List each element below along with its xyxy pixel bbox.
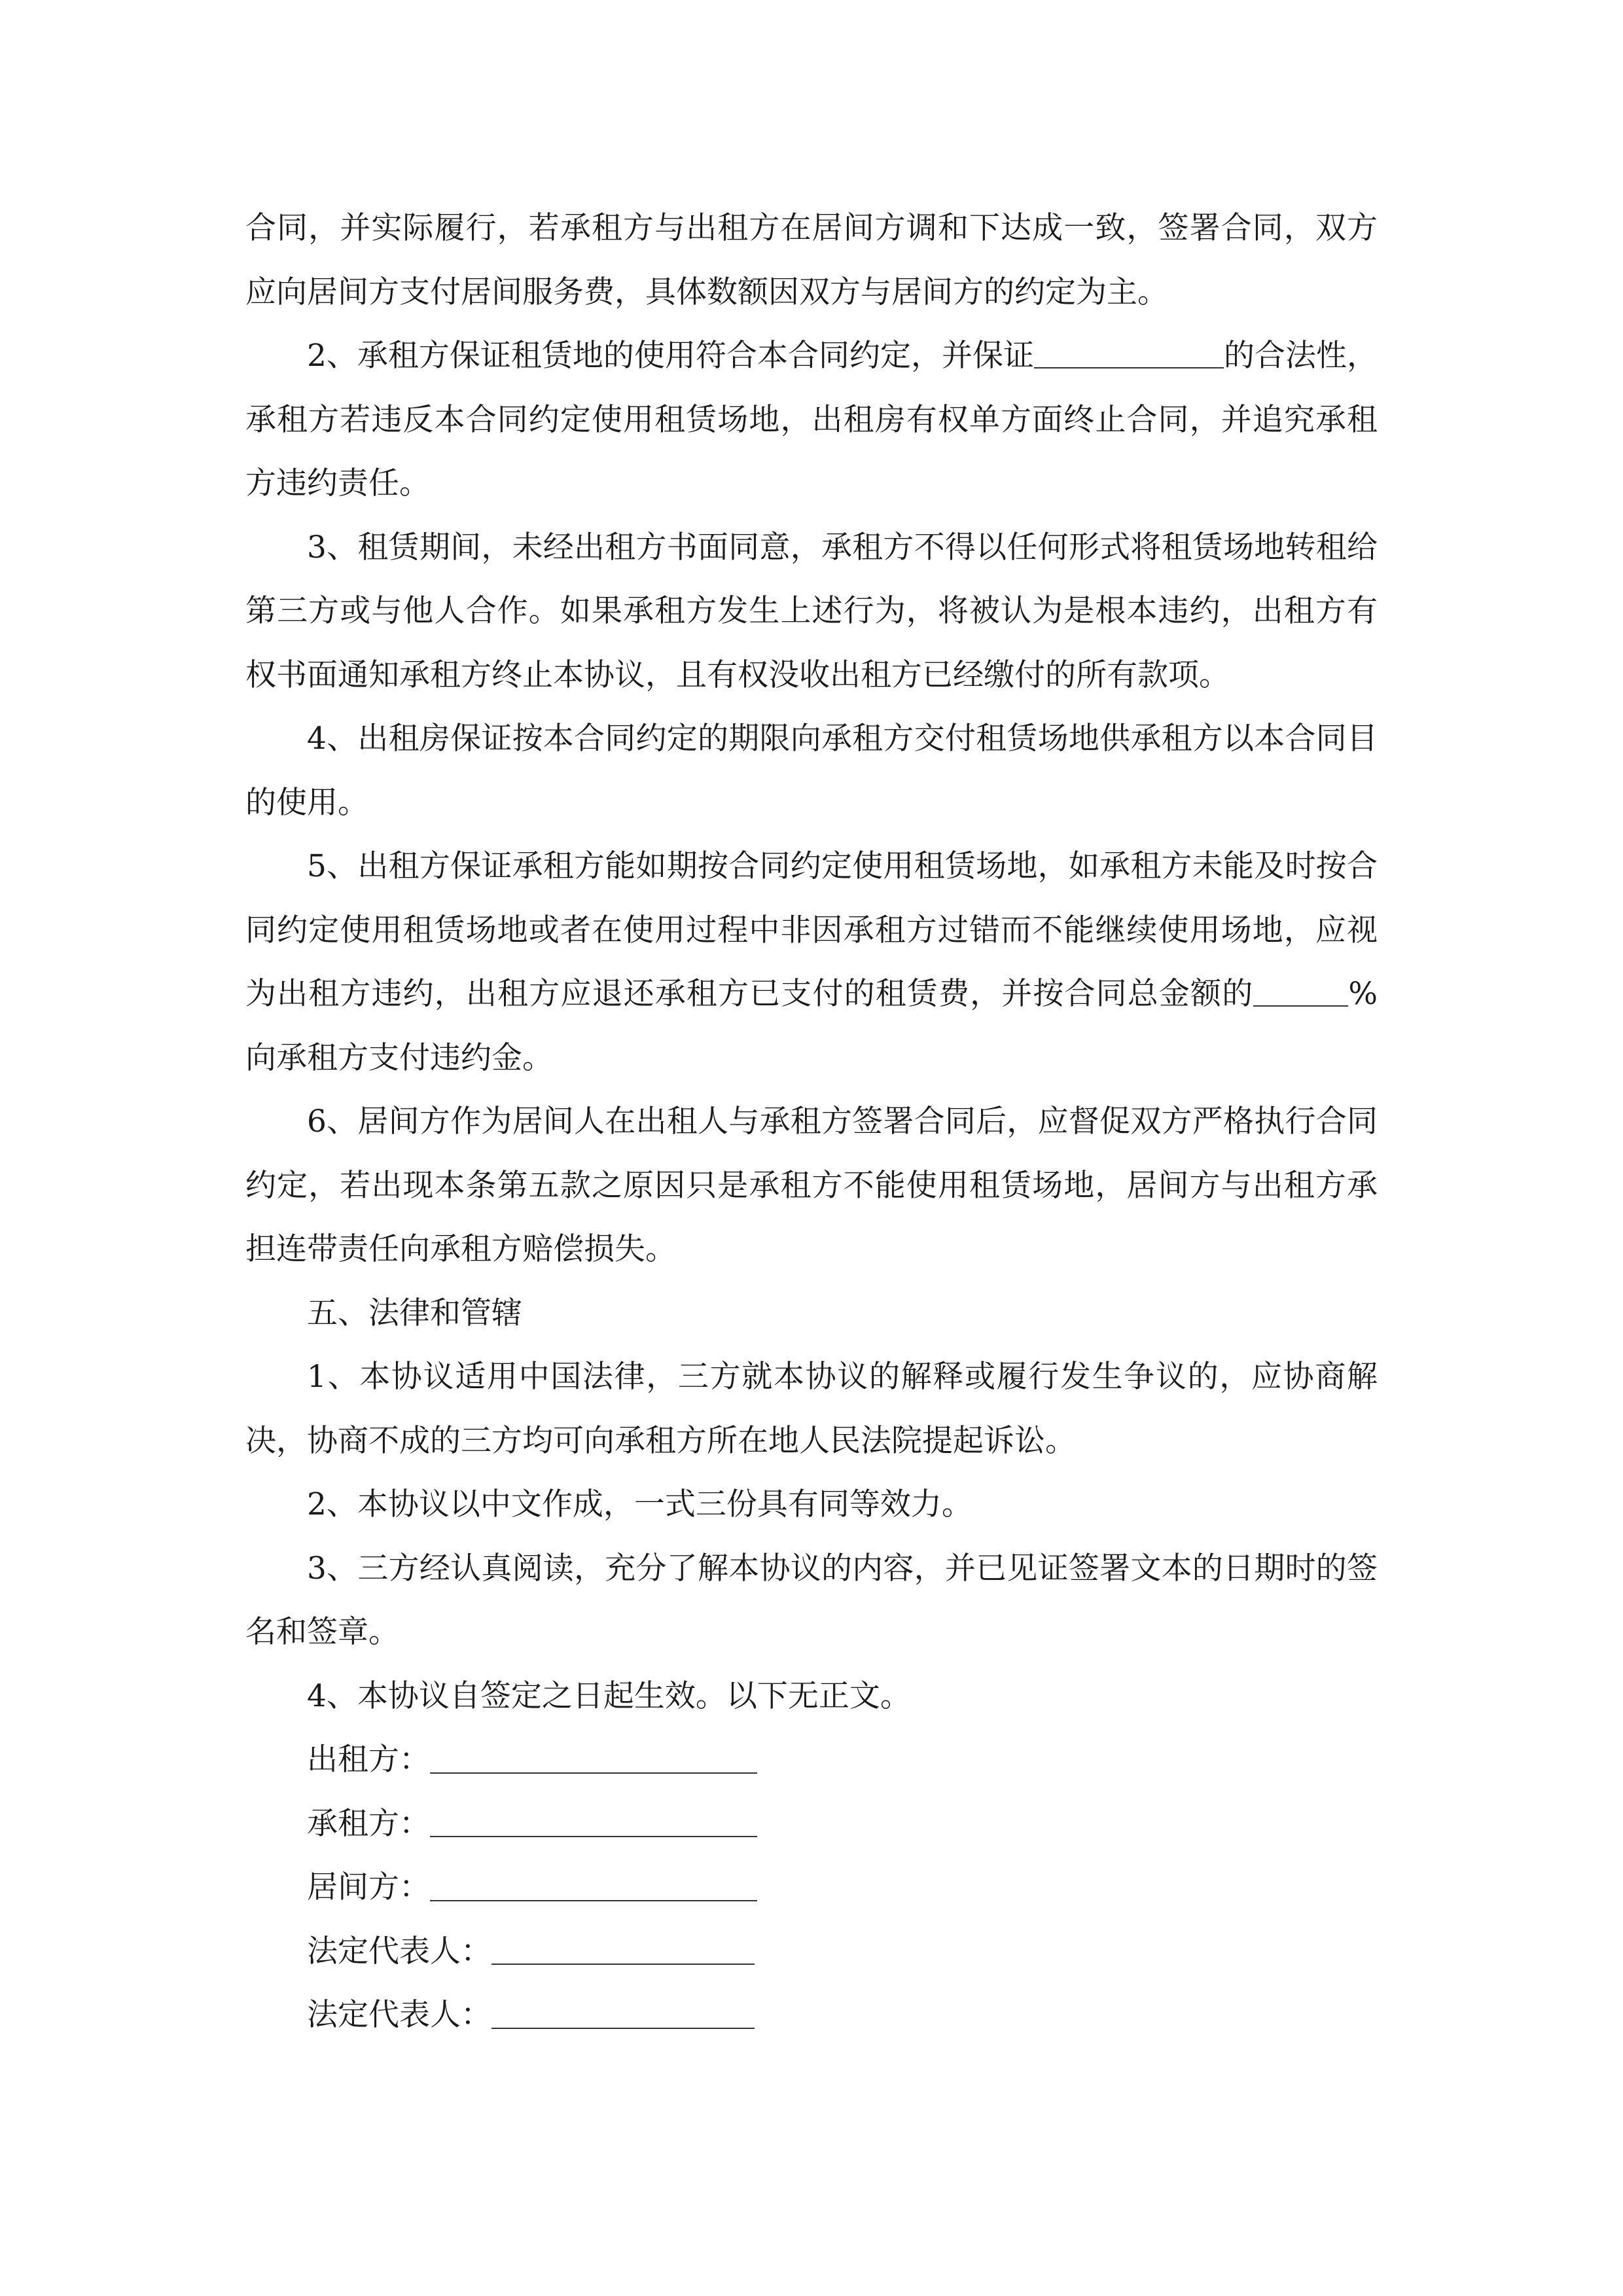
clause-3-text: 3、租赁期间，未经出租方书面同意，承租方不得以任何形式将租赁场地转租给第三方或与他人合作。如果承租方发生上述行为，将被认为是根本违约，出租方有权书面通知承租方终止本协议，且有权没收出租方已经缴付的所有款项。 xyxy=(245,529,1378,693)
signature-legal-rep-1-label: 法定代表人： xyxy=(307,1933,491,1969)
signature-legal-rep-1-blank xyxy=(491,1933,755,1965)
clause-4 xyxy=(245,707,1378,834)
clause-5-text-before: 5、出租方保证承租方能如期按合同约定使用租赁场地，如承租方未能及时按合同约定使用租赁场地或者在使用过程中非因承租方过错而不能继续使用场地，应视为出租方违约，出租方应退还承租方已支付的租赁费，并按合同总金额的 xyxy=(245,848,1378,1012)
signature-legal-rep-2-label: 法定代表人： xyxy=(307,1997,491,2033)
signature-intermediary xyxy=(245,1856,1378,1920)
law-clause-1 xyxy=(245,1345,1378,1473)
signature-lessor xyxy=(245,1728,1378,1792)
signature-legal-rep-1 xyxy=(245,1920,1378,1984)
signature-intermediary-blank xyxy=(430,1869,757,1901)
clause-2 xyxy=(245,324,1378,516)
law-clause-4 xyxy=(245,1664,1378,1729)
clause-6 xyxy=(245,1090,1378,1282)
section-heading-text: 五、法律和管辖 xyxy=(307,1295,522,1331)
document-body xyxy=(245,196,1378,2047)
law-clause-2-text: 2、本协议以中文作成，一式三份具有同等效力。 xyxy=(307,1486,972,1522)
fill-blank-usage xyxy=(1034,336,1224,368)
clause-4-text: 4、出租房保证按本合同约定的期限向承租方交付租赁场地供承租方以本合同目的使用。 xyxy=(245,721,1378,821)
signature-legal-rep-2-blank xyxy=(491,1997,755,2029)
clause-5 xyxy=(245,834,1378,1090)
law-clause-2 xyxy=(245,1473,1378,1537)
law-clause-1-text: 1、本协议适用中国法律，三方就本协议的解释或履行发生争议的，应协商解决，协商不成的三方均可向承租方所在地人民法院提起诉讼。 xyxy=(245,1359,1378,1459)
signature-lessor-blank xyxy=(430,1742,757,1774)
law-clause-3 xyxy=(245,1537,1378,1664)
fill-blank-percentage xyxy=(1253,975,1348,1007)
clause-2-text-after: 的合法性，承租方若违反本合同约定使用租赁场地，出租房有权单方面终止合同，并追究承租方违约责任。 xyxy=(245,338,1378,501)
clause-3 xyxy=(245,516,1378,708)
clause-6-text: 6、居间方作为居间人在出租人与承租方签署合同后，应督促双方严格执行合同约定，若出现本条第五款之原因只是承租方不能使用租赁场地，居间方与出租方承担连带责任向承租方赔偿损失。 xyxy=(245,1103,1378,1267)
signature-intermediary-label: 居间方： xyxy=(307,1869,430,1905)
signature-lessor-label: 出租方： xyxy=(307,1742,430,1778)
signature-lessee-blank xyxy=(430,1805,757,1837)
signature-lessee xyxy=(245,1792,1378,1856)
signature-legal-rep-2 xyxy=(245,1983,1378,2047)
signature-lessee-label: 承租方： xyxy=(307,1805,430,1842)
clause-2-text-before: 2、承租方保证租赁地的使用符合本合同约定，并保证 xyxy=(307,338,1034,374)
clause-5-text-after: %向承租方支付违约金。 xyxy=(245,976,1378,1076)
paragraph-text: 合同，并实际履行，若承租方与出租方在居间方调和下达成一致，签署合同，双方应向居间方支付居间服务费，具体数额因双方与居间方的约定为主。 xyxy=(245,210,1378,310)
section-heading xyxy=(245,1282,1378,1346)
law-clause-4-text: 4、本协议自签定之日起生效。以下无正文。 xyxy=(307,1677,911,1714)
paragraph-continuation xyxy=(245,196,1378,324)
law-clause-3-text: 3、三方经认真阅读，充分了解本协议的内容，并已见证签署文本的日期时的签名和签章。 xyxy=(245,1550,1378,1650)
